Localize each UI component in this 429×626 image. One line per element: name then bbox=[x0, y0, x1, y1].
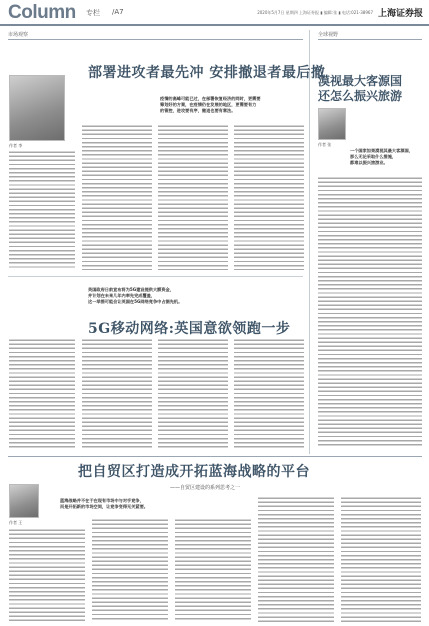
article1-body-col bbox=[82, 124, 152, 270]
article2-deck-line: 这一举措可能会让英国在5G网络竞争中占据先机。 bbox=[88, 299, 183, 304]
article2-deck-line: 并计划在未来几年内率先完成覆盖， bbox=[88, 293, 156, 298]
article3-byline: 作者 王 bbox=[9, 520, 23, 525]
right-section-label: 全球视野 bbox=[318, 32, 339, 38]
article2-headline: 5G移动网络:英国意欲领跑一步 bbox=[88, 321, 291, 337]
left-section-label: 市场观察 bbox=[8, 32, 29, 38]
article3-deck-line: 而是开拓新的市场空间，让竞争变得无关紧要。 bbox=[60, 504, 148, 509]
article3-body-col bbox=[341, 496, 421, 622]
side-headline-line: 漠视最大客源国 bbox=[318, 74, 403, 88]
article3-body-col bbox=[9, 528, 85, 622]
author-photo-1 bbox=[9, 75, 65, 141]
column-divider bbox=[309, 30, 310, 454]
article3-body-col bbox=[258, 496, 334, 622]
side-body-col bbox=[318, 176, 422, 448]
side-deck-line: 那么无论采取什么措施， bbox=[350, 154, 397, 159]
article2-deck-line: 英国政府日前宣布将为5G建设提供大额资金， bbox=[88, 287, 174, 292]
section-rule-right bbox=[318, 39, 422, 40]
article3-body-col bbox=[92, 518, 168, 622]
article1-body-col bbox=[9, 150, 75, 270]
author-photo-side bbox=[318, 108, 346, 140]
section-rule-left bbox=[8, 39, 303, 40]
article1-body-col bbox=[158, 124, 228, 270]
masthead-meta: 2020年5月7日 星期四 上海证券报 ▮ 编辑:张 ▮ 电话:021-38967 bbox=[257, 10, 373, 15]
column-tag: 专栏 bbox=[86, 9, 100, 17]
side-headline-line: 还怎么振兴旅游 bbox=[318, 89, 403, 103]
article2-body-col bbox=[82, 338, 152, 448]
bottom-article-rule bbox=[8, 456, 422, 457]
article2-body-col bbox=[234, 338, 304, 448]
page-number: /A7 bbox=[112, 8, 124, 16]
article2-body-col bbox=[158, 338, 228, 448]
author-photo-3 bbox=[9, 484, 39, 518]
article1-deck-line: 疫情的高峰可能已过，在部署恢复经济的同时，更需要 bbox=[160, 96, 261, 101]
article3-subhead: ——自贸区建设的系列思考之一 bbox=[170, 485, 241, 491]
article1-byline: 作者 李 bbox=[9, 143, 23, 148]
side-byline: 作者 张 bbox=[318, 142, 332, 147]
masthead bbox=[0, 0, 429, 26]
article1-deck-line: 筹划好的方案，在疫情仍在发展的地区，更需要有力 bbox=[160, 102, 257, 107]
article3-deck-line: 蓝海战略并不在于在现有市场中与对手竞争， bbox=[60, 498, 144, 503]
article3-headline: 把自贸区打造成开拓蓝海战略的平台 bbox=[78, 464, 310, 480]
side-deck-line: 都难以振兴旅游业。 bbox=[350, 160, 388, 165]
paper-name: 上海证券报 bbox=[377, 9, 423, 19]
article1-headline: 部署进攻者最先冲 安排撤退者最后撤 bbox=[88, 65, 326, 81]
article2-body-col bbox=[9, 338, 75, 448]
article3-body-col bbox=[175, 518, 251, 622]
column-wordmark: Column bbox=[8, 2, 76, 23]
article1-deck-line: 的管控，进攻要有序，撤退也要有章法。 bbox=[160, 108, 236, 113]
side-deck-line: 一个国家如果漠视其最大客源国， bbox=[350, 148, 413, 153]
article1-body-col bbox=[234, 124, 304, 270]
article-separator bbox=[8, 276, 303, 277]
